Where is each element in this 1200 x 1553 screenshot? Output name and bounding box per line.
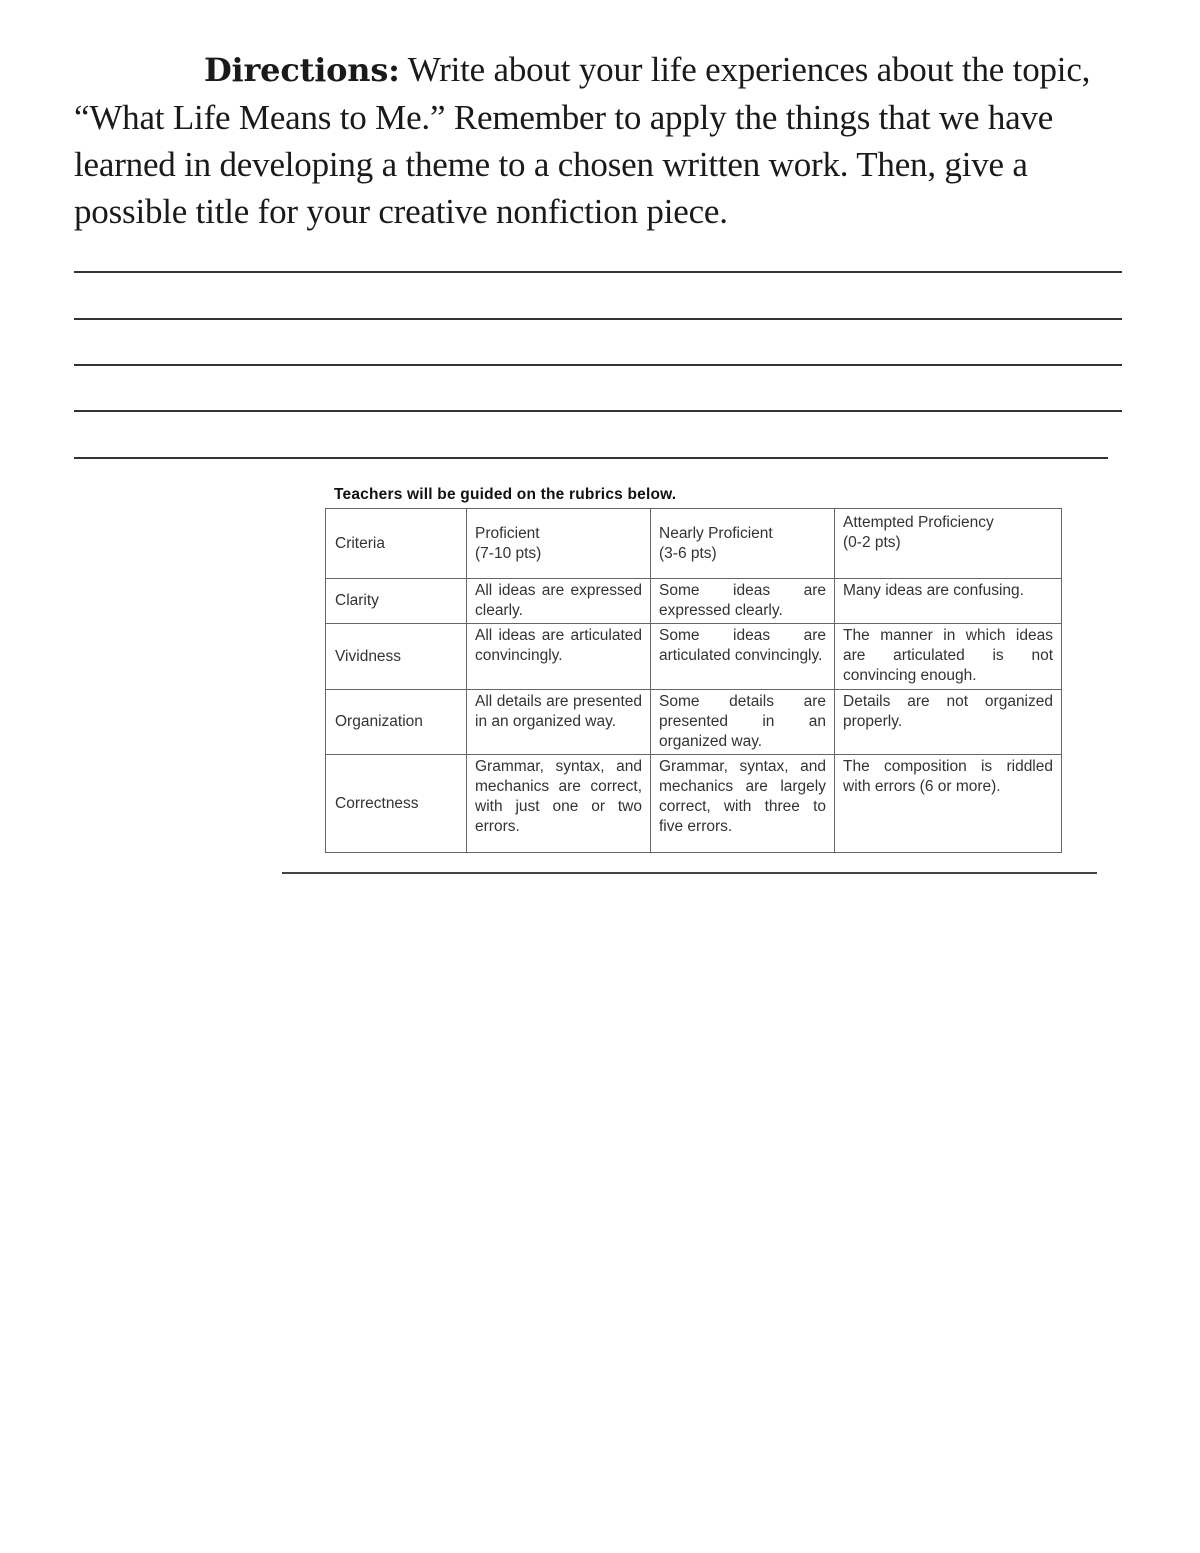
rubric-header-row [326,509,1062,579]
nearly-proficient-cell: Some details are presented in an organized way. [651,690,835,755]
criterion-cell: Correctness [326,755,467,853]
rubric-caption: Teachers will be guided on the rubrics below. [334,486,677,503]
answer-line-2[interactable] [74,318,1122,320]
header-proficient: Proficient (7-10 pts) [467,509,651,579]
answer-line-4[interactable] [74,410,1122,412]
criterion-cell: Organization [326,690,467,755]
rubric-table [325,508,1062,853]
criterion-cell: Vividness [326,624,467,690]
attempted-cell: Many ideas are confusing. [835,579,1062,624]
attempted-cell: The manner in which ideas are articulated is not convincing enough. [835,624,1062,690]
directions-label: Directions: [204,51,400,89]
nearly-proficient-cell: Some ideas are articulated convincingly. [651,624,835,690]
header-nearly-proficient: Nearly Proficient (3-6 pts) [651,509,835,579]
directions-paragraph [74,46,1134,235]
bottom-divider [282,872,1097,874]
proficient-cell: All details are presented in an organized way. [467,690,651,755]
nearly-proficient-cell: Some ideas are expressed clearly. [651,579,835,624]
header-attempted-proficiency: Attempted Proficiency (0-2 pts) [835,509,1062,579]
proficient-cell: All ideas are expressed clearly. [467,579,651,624]
attempted-cell: The composition is riddled with errors (6 or more). [835,755,1062,853]
answer-line-5[interactable] [74,457,1108,459]
header-criteria: Criteria [326,509,467,579]
criterion-cell: Clarity [326,579,467,624]
directions-text: Write about your life experiences about the topic, “What Life Means to Me.” Remember to apply the things that we have learned in developing a theme to a chosen written work. Then, give a possible title for your creative nonfiction piece. [74,50,1091,231]
nearly-proficient-cell: Grammar, syntax, and mechanics are largely correct, with three to five errors. [651,755,835,853]
rubric-row-organization [326,690,1062,755]
answer-line-3[interactable] [74,364,1122,366]
rubric-row-clarity [326,579,1062,624]
answer-line-1[interactable] [74,271,1122,273]
proficient-cell: Grammar, syntax, and mechanics are correct, with just one or two errors. [467,755,651,853]
rubric-row-vividness [326,624,1062,690]
rubric-section [325,486,1061,853]
proficient-cell: All ideas are articulated convincingly. [467,624,651,690]
attempted-cell: Details are not organized properly. [835,690,1062,755]
rubric-row-correctness [326,755,1062,853]
